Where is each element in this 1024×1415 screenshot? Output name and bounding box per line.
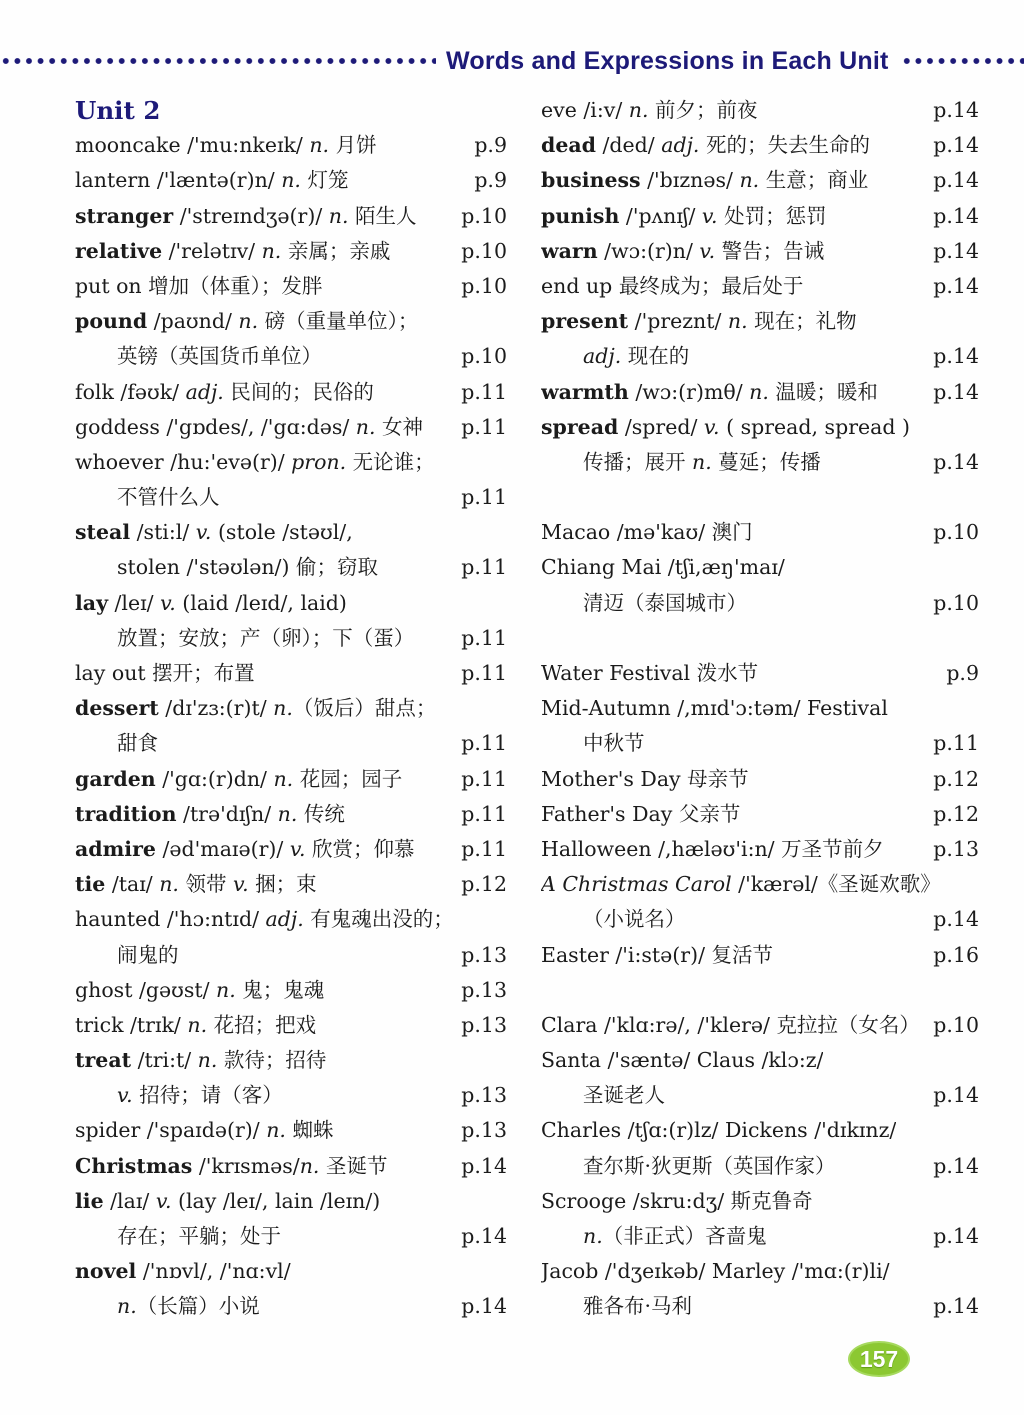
vocab-line (541, 410, 979, 445)
page-ref: p.12 (933, 766, 979, 791)
page-ref: p.14 (461, 1224, 507, 1248)
vocab-line (541, 128, 979, 163)
entry-text: folk /fəʊk/ adj. 民间的；民俗的 (75, 379, 374, 404)
page-ref: p.13 (461, 1118, 507, 1143)
page-ref: p.11 (461, 766, 507, 791)
entry-text: mooncake /'mu:nkeɪk/ n. 月饼 (75, 133, 377, 158)
entry-text: stranger /'streɪndʒə(r)/ n. 陌生人 (75, 203, 417, 228)
vocab-line (541, 234, 979, 269)
entry-text: lay /leɪ/ v. (laid /leɪd/, laid) (75, 590, 347, 615)
page-ref: p.11 (461, 731, 507, 756)
entry-text: warmth /wɔ:(r)mθ/ n. 温暖；暖和 (541, 379, 878, 404)
vocab-line (541, 199, 979, 234)
vocab-line (75, 973, 507, 1008)
vocab-line (541, 1254, 979, 1289)
entry-text: Water Festival 泼水节 (541, 661, 759, 685)
dotted-rule-right (901, 56, 1024, 66)
vocab-line (541, 656, 979, 691)
entry-text: lantern /'læntə(r)n/ n. 灯笼 (75, 168, 349, 193)
page-ref: p.12 (933, 801, 979, 826)
vocab-line (541, 1289, 979, 1324)
page-ref: p.14 (461, 1153, 507, 1178)
vocab-line (541, 1008, 979, 1043)
vocab-line (75, 339, 507, 374)
vocab-line (541, 726, 979, 761)
vocab-line (75, 304, 507, 339)
page-ref: p.13 (933, 836, 979, 861)
entry-text: n.（非正式）吝啬鬼 (583, 1224, 767, 1248)
entry-text: pound /paʊnd/ n. 磅（重量单位）； (75, 309, 419, 334)
unit-heading-row (75, 93, 507, 128)
page-ref: p.14 (933, 1294, 979, 1319)
page-ref: p.11 (933, 731, 979, 756)
entry-text: n.（长篇）小说 (117, 1294, 260, 1319)
vocab-line (75, 163, 507, 198)
vocab-line (75, 1289, 507, 1324)
entry-text: 闹鬼的 (117, 942, 179, 967)
entry-text: garden /'gɑ:(r)dn/ n. 花园；园子 (75, 766, 403, 791)
vocab-line (541, 1043, 979, 1078)
entry-text: relative /'relətɪv/ n. 亲属；亲戚 (75, 238, 391, 263)
vocab-line (75, 515, 507, 550)
vocab-line (541, 375, 979, 410)
vocab-line (75, 234, 507, 269)
page-ref: p.10 (461, 203, 507, 228)
page-ref: p.11 (461, 555, 507, 580)
vocab-line (541, 163, 979, 198)
vocab-column-left (75, 93, 507, 1325)
page-ref: p.13 (461, 942, 507, 967)
page-number-badge: 157 (848, 1341, 910, 1377)
entry-text: tie /taɪ/ n. 领带 v. 捆；束 (75, 872, 317, 897)
page-ref: p.13 (461, 1012, 507, 1037)
page-ref: p.11 (461, 485, 507, 510)
vocab-line (75, 480, 507, 515)
page-ref: p.11 (461, 414, 507, 439)
page-ref: p.14 (933, 133, 979, 158)
entry-text: （小说名） (583, 907, 686, 932)
entry-text: dessert /dɪ'zɜ:(r)t/ n.（饭后）甜点； (75, 696, 437, 721)
vocab-line (541, 586, 979, 621)
page-ref: p.11 (461, 625, 507, 650)
page-ref: p.14 (933, 379, 979, 404)
entry-text: 放置；安放；产（卵）；下（蛋） (117, 625, 415, 650)
entry-text: spider /'spaɪdə(r)/ n. 蜘蛛 (75, 1118, 334, 1143)
entry-text: 英镑（英国货币单位） (117, 344, 322, 369)
entry-text: 传播；展开 n. 蔓延；传播 (583, 449, 821, 474)
page-ref: p.14 (933, 907, 979, 932)
page-ref: p.14 (933, 1224, 979, 1248)
page-ref: p.14 (933, 238, 979, 263)
vocab-line (75, 1149, 507, 1184)
entry-text: goddess /'gɒdes/, /'gɑ:dəs/ n. 女神 (75, 414, 424, 439)
vocab-line (75, 656, 507, 691)
page-ref: p.11 (461, 801, 507, 826)
entry-text: Chiang Mai /tʃi,æŋ'maɪ/ (541, 555, 785, 580)
vocab-line (75, 1008, 507, 1043)
vocab-line (541, 445, 979, 480)
vocab-line (541, 1113, 979, 1148)
vocab-line (541, 1184, 979, 1219)
vocab-line (541, 797, 979, 832)
entry-text: business /'bɪznəs/ n. 生意；商业 (541, 168, 869, 193)
page-ref: p.13 (461, 1083, 507, 1108)
vocab-line (541, 339, 979, 374)
entry-text: Christmas /'krɪsməs/n. 圣诞节 (75, 1153, 388, 1178)
vocab-line (75, 691, 507, 726)
entry-text: 存在；平躺；处于 (117, 1224, 281, 1248)
entry-text: 甜食 (117, 731, 158, 756)
page-ref: p.9 (474, 168, 507, 193)
entry-text: Mid-Autumn /,mɪd'ɔ:təm/ Festival (541, 696, 888, 721)
entry-text: tradition /trə'dɪʃn/ n. 传统 (75, 801, 345, 826)
vocab-line (75, 199, 507, 234)
entry-text: adj. 现在的 (583, 344, 690, 369)
entry-text: Clara /'klɑ:rə/, /'klerə/ 克拉拉（女名） (541, 1012, 920, 1037)
page-ref: p.11 (461, 379, 507, 404)
entry-text: Charles /tʃɑ:(r)lz/ Dickens /'dɪkɪnz/ (541, 1118, 897, 1143)
entry-text: Macao /mə'kaʊ/ 澳门 (541, 520, 753, 545)
vocab-line (75, 726, 507, 761)
vocab-line (541, 867, 979, 902)
entry-text: Santa /'sæntə/ Claus /klɔ:z/ (541, 1048, 824, 1073)
vocab-line (75, 410, 507, 445)
vocab-line (75, 550, 507, 585)
vocab-line (75, 832, 507, 867)
entry-text: lay out 摆开；布置 (75, 661, 255, 685)
entry-text: novel /'nɒvl/, /'nɑ:vl/ (75, 1259, 291, 1284)
vocab-line (541, 550, 979, 585)
vocab-line (541, 902, 979, 937)
entry-text: treat /tri:t/ n. 款待；招待 (75, 1048, 327, 1073)
page-ref: p.14 (933, 203, 979, 228)
entry-text: whoever /hu:'evə(r)/ pron. 无论谁； (75, 449, 435, 474)
page-ref: p.16 (933, 942, 979, 967)
entry-text: punish /'pʌnɪʃ/ v. 处罚；惩罚 (541, 203, 827, 228)
vocab-line (541, 832, 979, 867)
entry-text: 查尔斯·狄更斯（英国作家） (583, 1153, 836, 1178)
dotted-rule-left (0, 56, 436, 66)
page-title: Words and Expressions in Each Unit (446, 46, 889, 75)
entry-text: Father's Day 父亲节 (541, 801, 741, 826)
page-ref: p.11 (461, 836, 507, 861)
page-ref: p.10 (933, 1012, 979, 1037)
page-ref: p.14 (933, 449, 979, 474)
page-ref: p.10 (461, 344, 507, 369)
vocab-column-right (541, 93, 979, 1325)
vocab-line (75, 1184, 507, 1219)
entry-text: A Christmas Carol /'kærəl/《圣诞欢歌》 (541, 872, 941, 897)
vocab-line (541, 1149, 979, 1184)
entry-text: Jacob /'dʒeɪkəb/ Marley /'mɑ:(r)li/ (541, 1259, 890, 1284)
entry-text: steal /sti:l/ v. (stole /stəʊl/, (75, 520, 353, 545)
vocab-line (75, 797, 507, 832)
entry-text: eve /i:v/ n. 前夕；前夜 (541, 98, 758, 122)
page-ref: p.10 (461, 273, 507, 298)
page-header (0, 46, 1024, 76)
entry-text: stolen /'stəʊlən/) 偷；窃取 (117, 555, 378, 580)
entry-text: Easter /'i:stə(r)/ 复活节 (541, 942, 774, 967)
vocab-line (75, 445, 507, 480)
vocab-line (75, 586, 507, 621)
entry-text: v. 招待；请（客） (117, 1083, 283, 1108)
vocab-line (75, 621, 507, 656)
page-ref: p.10 (933, 520, 979, 545)
vocab-line (541, 1078, 979, 1113)
page-ref: p.10 (933, 590, 979, 615)
vocab-line (75, 1254, 507, 1289)
vocab-line (75, 938, 507, 973)
vocab-line (541, 938, 979, 973)
vocab-line (75, 902, 507, 937)
entry-text: dead /ded/ adj. 死的；失去生命的 (541, 133, 870, 158)
vocab-line (541, 691, 979, 726)
entry-text: 圣诞老人 (583, 1083, 665, 1108)
vocab-line (75, 867, 507, 902)
entry-text: haunted /'hɔ:ntɪd/ adj. 有鬼魂出没的； (75, 907, 454, 932)
entry-text: 中秋节 (583, 731, 645, 756)
entry-text: end up 最终成为；最后处于 (541, 273, 804, 298)
vocab-line (75, 375, 507, 410)
entry-text: warn /wɔ:(r)n/ v. 警告；告诫 (541, 238, 825, 263)
page-ref: p.14 (933, 344, 979, 369)
page-ref: p.14 (933, 1153, 979, 1178)
entry-text: spread /spred/ v. ( spread, spread ) (541, 414, 910, 439)
vocab-columns (75, 93, 979, 1325)
entry-text: ghost /gəʊst/ n. 鬼；鬼魂 (75, 977, 325, 1002)
vocab-line (75, 762, 507, 797)
page-ref: p.14 (933, 98, 979, 122)
entry-text: trick /trɪk/ n. 花招；把戏 (75, 1012, 317, 1037)
page-ref: p.9 (474, 133, 507, 158)
vocab-line (75, 1219, 507, 1254)
vocab-line (75, 269, 507, 304)
page-ref: p.13 (461, 977, 507, 1002)
entry-text: Halloween /,hæləʊ'i:n/ 万圣节前夕 (541, 836, 884, 861)
entry-text: put on 增加（体重）；发胖 (75, 273, 323, 298)
vocab-line (541, 1219, 979, 1254)
page-ref: p.14 (933, 273, 979, 298)
unit-heading: Unit 2 (75, 96, 161, 125)
vocab-line (541, 93, 979, 128)
vocab-line (541, 762, 979, 797)
page-ref: p.11 (461, 661, 507, 685)
entry-text: present /'preznt/ n. 现在；礼物 (541, 309, 857, 334)
vocab-line (75, 128, 507, 163)
page-ref: p.14 (933, 168, 979, 193)
entry-text: 雅各布·马利 (583, 1294, 693, 1319)
page-ref: p.9 (946, 661, 979, 685)
entry-text: Mother's Day 母亲节 (541, 766, 749, 791)
vocab-line (541, 304, 979, 339)
vocab-line (541, 269, 979, 304)
page-ref: p.10 (461, 238, 507, 263)
page-ref: p.14 (933, 1083, 979, 1108)
vocab-line (75, 1043, 507, 1078)
page-ref: p.12 (461, 872, 507, 897)
entry-text: admire /əd'maɪə(r)/ v. 欣赏；仰慕 (75, 836, 415, 861)
vocab-line (75, 1113, 507, 1148)
page-ref: p.14 (461, 1294, 507, 1319)
vocab-line (541, 515, 979, 550)
entry-text: 清迈（泰国城市） (583, 590, 747, 615)
entry-text: lie /laɪ/ v. (lay /leɪ/, lain /leɪn/) (75, 1188, 381, 1213)
entry-text: Scrooge /skru:dʒ/ 斯克鲁奇 (541, 1188, 813, 1213)
entry-text: 不管什么人 (117, 485, 220, 510)
vocab-line (75, 1078, 507, 1113)
